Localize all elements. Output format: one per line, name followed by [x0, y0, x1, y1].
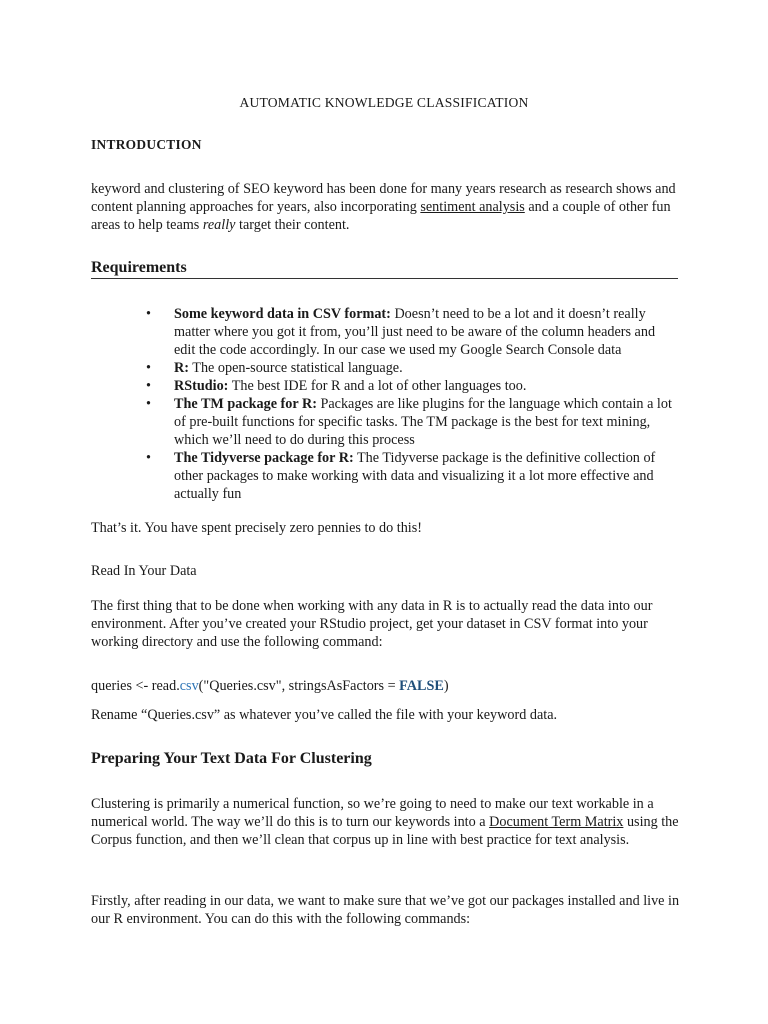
bullet-icon: •: [146, 306, 151, 322]
clustering-paragraph: [91, 795, 681, 849]
clustering-text-1: Clustering is primarily a numerical function, so we’re going to need to make our text workable in a numerical world. The way we’ll do this is to turn our keywords into a: [91, 796, 654, 830]
requirement-label: The TM package for R:: [174, 396, 317, 412]
code-keyword: FALSE: [399, 678, 444, 694]
requirement-label: The Tidyverse package for R:: [174, 450, 354, 466]
list-item: [146, 359, 676, 377]
code-argument: , stringsAsFactors =: [281, 678, 400, 694]
document-title: AUTOMATIC KNOWLEDGE CLASSIFICATION: [239, 95, 529, 110]
bullet-icon: •: [146, 396, 151, 412]
requirement-text: The Tidyverse package is the definitive collection of other packages to make working with data and visualizing it a lot more effective and actually fun: [174, 450, 656, 502]
read-data-heading: Read In Your Data: [91, 563, 197, 579]
rename-paragraph: Rename “Queries.csv” as whatever you’ve called the file with your keyword data.: [91, 707, 558, 723]
requirement-text: Packages are like plugins for the language which contain a lot of pre-built functions for specific tasks. The TM package is the best for text mining, which we’ll need to do during this process: [174, 396, 672, 448]
firstly-paragraph: Firstly, after reading in our data, we want to make sure that we’ve got our packages installed and live in our R environment. You can do this with the following commands:: [91, 893, 680, 927]
requirement-label: RStudio:: [174, 378, 229, 394]
requirements-list: [146, 305, 676, 503]
thats-it-paragraph: That’s it. You have spent precisely zero pennies to do this!: [91, 520, 422, 536]
code-function: csv: [179, 678, 199, 694]
document-term-matrix-link[interactable]: Document Term Matrix: [489, 814, 624, 830]
code-line: [91, 677, 681, 695]
requirement-text: The best IDE for R and a lot of other languages too.: [228, 378, 527, 394]
read-data-paragraph: The first thing that to be done when working with any data in R is to actually read the data into our environment. After you’ve created your RStudio project, get your dataset in CSV format into your working directory and use the following command:: [91, 598, 653, 650]
bullet-icon: •: [146, 360, 151, 376]
code-assignment: queries <- read.: [91, 678, 180, 694]
preparing-heading: Preparing Your Text Data For Clustering: [91, 750, 372, 767]
sentiment-analysis-link[interactable]: sentiment analysis: [420, 199, 525, 215]
requirement-text: The open-source statistical language.: [188, 360, 403, 376]
requirement-label: R:: [174, 360, 189, 376]
introduction-heading: INTRODUCTION: [91, 137, 202, 152]
list-item: [146, 377, 676, 395]
code-string: "Queries.csv": [203, 678, 282, 694]
requirements-heading: Requirements: [91, 259, 187, 276]
intro-text-1: keyword and clustering of SEO keyword has been done for many years research as research shows and content planning approaches for years, also incorporating: [91, 181, 676, 215]
intro-emphasis: really: [202, 217, 236, 233]
intro-text-2: and a couple of other fun areas to help teams: [91, 199, 671, 233]
requirement-label: Some keyword data in CSV format:: [174, 306, 391, 322]
clustering-text-2: using the Corpus function, and then we’ll clean that corpus up in line with best practice for text analysis.: [91, 814, 679, 848]
intro-paragraph: [91, 180, 681, 234]
code-open-paren: (: [198, 678, 204, 694]
list-item: [146, 395, 676, 449]
bullet-icon: •: [146, 378, 151, 394]
heading-underline-divider: [91, 278, 678, 279]
intro-text-3: target their content.: [235, 217, 350, 233]
list-item: [146, 305, 676, 359]
code-close-paren: ): [443, 678, 449, 694]
list-item: [146, 449, 676, 503]
requirement-text: Doesn’t need to be a lot and it doesn’t really matter where you got it from, you’ll just need to be aware of the column headers and edit the code accordingly. In our case we used my Google Search Console data: [174, 306, 656, 358]
bullet-icon: •: [146, 450, 151, 466]
